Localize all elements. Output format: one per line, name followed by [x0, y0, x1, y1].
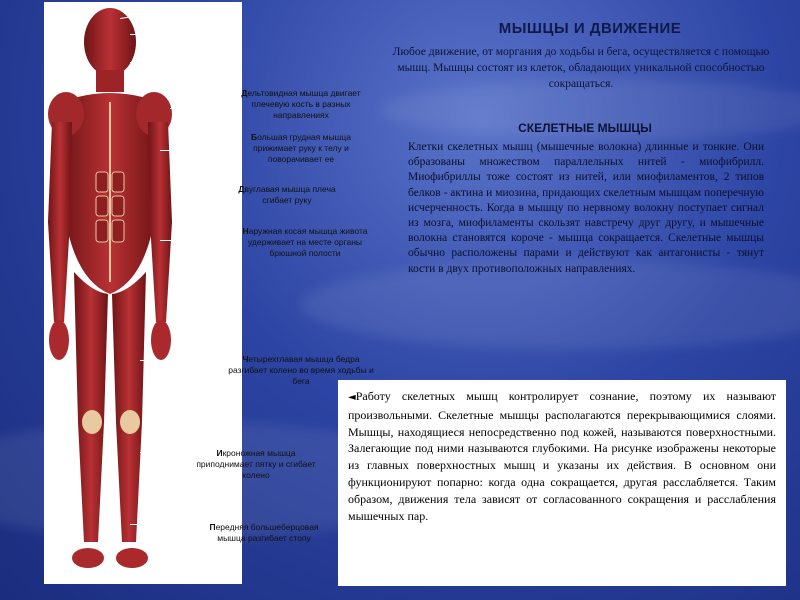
leader-line [160, 150, 240, 151]
section-title: СКЕЛЕТНЫЕ МЫШЦЫ [518, 121, 652, 135]
callout-oblique: Наружная косая мышца живота удерживает на месте органы брюшной полости [242, 226, 368, 258]
bottom-text-box [338, 380, 786, 586]
left-leg [74, 272, 108, 542]
left-knee [82, 410, 102, 434]
leader-line [160, 240, 240, 241]
left-arm [48, 122, 72, 322]
head [84, 8, 136, 76]
callout-gastrocnemius: Икроножная мышца приподнимает пятку и сгибает колено [196, 448, 316, 480]
leader-line [140, 360, 240, 361]
leader-line [130, 34, 205, 35]
callout-quadriceps: Четырехглавая мышца бедра разгибает колено во время ходьбы и бега [228, 354, 374, 386]
muscle-figure-illustration [44, 2, 242, 584]
callout-tibialis: Передняя большеберцовая мышца разгибает стопу [209, 522, 319, 543]
leader-line [170, 108, 240, 109]
anatomy-figure [44, 2, 242, 584]
section-text: Клетки скелетных мышц (мышечные волокна) длинные и тонкие. Они образованы множеством параллельных нитей - миофибрилл. Миофибриллы тоже состоят из нитей, или миофиламентов, 2 типов белков - актина и миозина, придающих скелетным мышцам поперечную исчерченность. Когда в мышцу по нервному волокну поступает сигнал из мозга, миофиламенты скользят навстречу друг другу, и мышечные волокна становятся короче - мышца сокращается. Скелетные мышцы обычно расположены парами и действуют как антагонисты - тянут кости в двух противоположных направлениях. [408, 141, 765, 275]
callout-deltoid: Дельтовидная мышца двигает плечевую кость в разных направлениях [241, 88, 361, 120]
callout-pectoralis: Большая грудная мышца прижимает руку к телу и поворачивает ее [251, 132, 351, 164]
right-hand [151, 320, 171, 360]
page-title: МЫШЦЫ И ДВИЖЕНИЕ [498, 20, 682, 37]
leader-line [180, 190, 240, 191]
arrow-left-icon: ◄ [348, 392, 356, 403]
left-hand [49, 320, 69, 360]
right-knee [120, 410, 140, 434]
left-foot [72, 548, 104, 568]
neck [96, 70, 124, 92]
callout-biceps: Двуглавая мышца плеча сгибает руку [238, 184, 336, 205]
right-foot [116, 548, 148, 568]
right-arm [148, 122, 172, 322]
leader-line [130, 62, 205, 63]
intro-text: Любое движение, от моргания до ходьбы и бега, осуществляется с помощью мышц. Мышцы состоят из клеток, обладающих уникальной способностью сокращаться. [392, 46, 770, 90]
bottom-text: Работу скелетных мышц контролирует сознание, поэтому их называют произвольными. Скелетные мышцы располагаются перекрывающимися слоями. Мышцы, находящиеся непосредственно под кожей, называются поверхностными. Залегающие под ними называются глубокими. На рисунке изображены некоторые из главных поверхностных мышц и указаны их действия. В основном они функционируют попарно: когда одна сокращается, другая расслабляется. Таким образом, движения тела зависят от согласованного сокращения и расслабления мышечных пар. [348, 389, 776, 523]
right-leg [112, 272, 146, 542]
